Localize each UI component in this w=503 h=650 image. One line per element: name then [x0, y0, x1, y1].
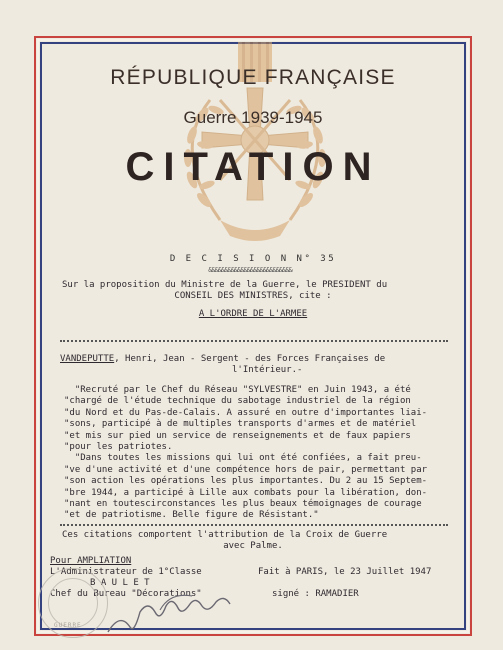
- croix-line-2: avec Palme.: [223, 541, 283, 551]
- body-line: "bre 1944, a participé à Lille aux combats pour la libération, don-: [64, 487, 428, 498]
- body-line: "pour les patriotes.: [64, 442, 173, 452]
- administrator-title: L'Administrateur de 1°Classe: [50, 567, 202, 577]
- body-line: "nant en toutescirconstances les plus beaux témoignages de courage: [64, 499, 422, 509]
- chef-bureau: Chef du Bureau "Décorations": [50, 589, 202, 599]
- body-line: "ve d'une activité et d'une compétence hors de pair, permettant par: [64, 464, 428, 475]
- republique-heading: RÉPUBLIQUE FRANÇAISE: [110, 66, 396, 89]
- ordre-armee-text: A L'ORDRE DE L'ARMEE: [198, 309, 308, 319]
- body-line: "Recruté par le Chef du Réseau "SYLVESTRE" en Juin 1943, a été: [64, 385, 411, 395]
- person-line-2: l'Intérieur.-: [232, 365, 303, 375]
- person-line-1: [60, 354, 385, 365]
- body-line: "et mis sur pied un service de renseignements et de faux papiers: [64, 430, 411, 441]
- body-line: "du Nord et du Pas-de-Calais. A assuré en outre d'importantes liai-: [64, 407, 428, 418]
- body-line: "Dans toutes les missions qui lui ont été confiées, a fait preu-: [64, 453, 422, 464]
- dotted-separator-2: [60, 524, 448, 526]
- body-line: "et de patriotisme. Belle figure de Résistant.": [64, 510, 319, 521]
- citation-title: CITATION: [125, 145, 381, 189]
- administrator-name: B A U L E T: [90, 578, 150, 588]
- body-line: "sons, participé à de multiples transports d'armes et de matériel: [64, 419, 417, 430]
- croix-line-1: Ces citations comportent l'attribution de la Croix de Guerre: [62, 530, 388, 540]
- stamp-text: GUERRE: [54, 622, 82, 629]
- guerre-heading: Guerre 1939-1945: [183, 108, 323, 127]
- ampliation-text: Pour AMPLIATION: [50, 556, 132, 566]
- person-name: VANDEPUTTE: [60, 354, 115, 364]
- decision-number: D E C I S I O N N° 35: [169, 254, 337, 264]
- ordre-armee: [40, 309, 466, 320]
- official-stamp-inner: [48, 578, 98, 628]
- body-line: "chargé de l'étude technique du sabotage industriel de la région: [64, 396, 411, 407]
- person-rank: , Henri, Jean - Sergent - des Forces Françaises de: [114, 354, 386, 364]
- decision-underline: &&&&&&&&&&&&&&&&&&&&&&&&&&: [208, 266, 292, 274]
- intro-line-2: CONSEIL DES MINISTRES, cite :: [174, 291, 332, 301]
- ampliation: [50, 556, 131, 567]
- signe-ramadier: signé : RAMADIER: [272, 589, 359, 599]
- dotted-separator-1: [60, 340, 448, 342]
- handwritten-signature: [100, 582, 250, 642]
- intro-line-1: Sur la proposition du Ministre de la Guerre, le PRESIDENT du: [62, 280, 388, 290]
- fait-a-paris: Fait à PARIS, le 23 Juillet 1947: [258, 567, 432, 577]
- body-line: "son action les opérations les plus importantes. Du 2 au 15 Septem-: [64, 476, 428, 487]
